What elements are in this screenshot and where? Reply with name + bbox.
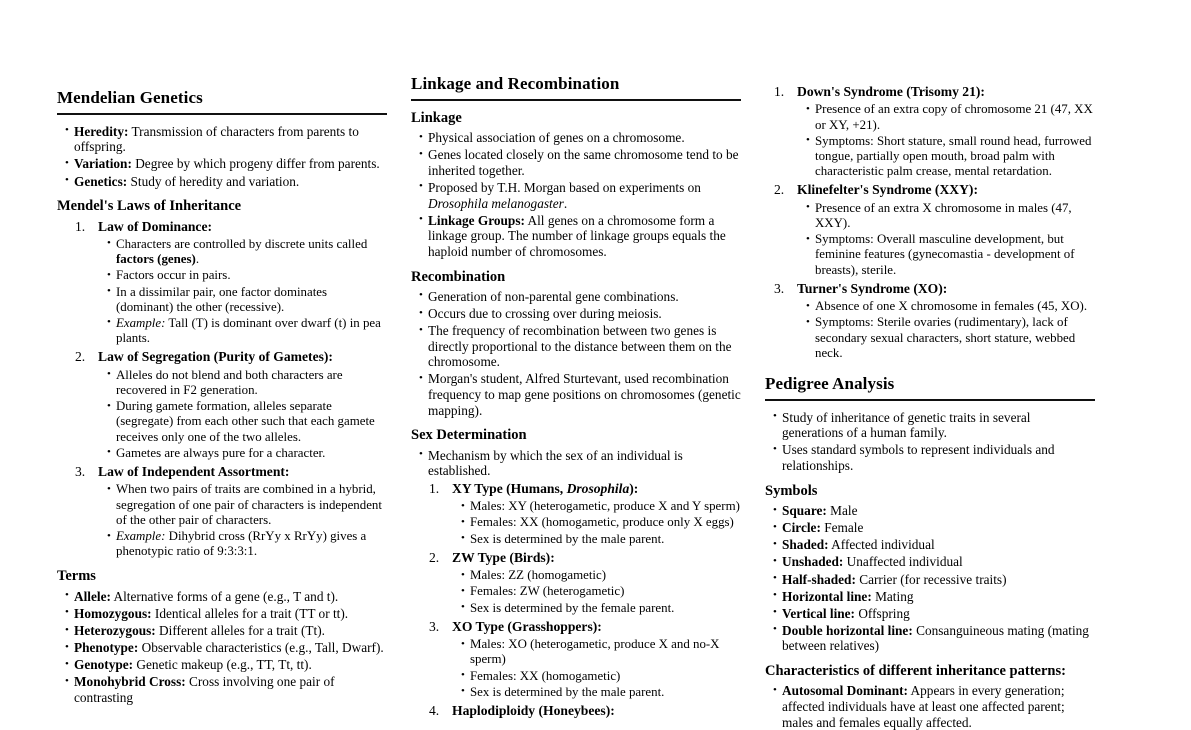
sub-bullet-list [452, 637, 741, 700]
term-definition: Alternative forms of a gene (e.g., T and t). [110, 588, 339, 604]
list-item [773, 623, 1095, 654]
list-item: • Alleles do not blend and both characters are recovered in F2 generation. [107, 368, 387, 398]
list-item [773, 606, 1095, 622]
term-label: Shaded: [782, 537, 829, 553]
term-definition: Male [826, 503, 858, 519]
list-item: • When two pairs of traits are combined in a hybrid, segregation of one pair of characters is independent of the other pair of characters. [107, 482, 387, 528]
list-item [65, 640, 387, 656]
numbered-item-heading: XY Type (Humans, Drosophila): [452, 480, 639, 496]
list-item [65, 623, 387, 639]
term-label: Genetics: [74, 173, 128, 189]
term-definition: Carrier (for recessive traits) [855, 571, 1007, 587]
list-item: • Males: XY (heterogametic, produce X and Y sperm) [461, 499, 741, 514]
list-item: • Example: Dihybrid cross (RrYy x RrYy) gives a phenotypic ratio of 9:3:3:1. [107, 529, 387, 559]
numbered-list-item [75, 349, 387, 461]
term-definition: Degree by which progeny differ from parents. [131, 156, 380, 172]
term-label: Square: [782, 503, 827, 519]
heading-recombination: Recombination [411, 268, 506, 285]
list-item: • Generation of non-parental gene combinations. [419, 289, 741, 305]
term-definition: Observable characteristics (e.g., Tall, Dwarf). [138, 640, 384, 656]
list-item [773, 520, 1095, 536]
term-label: Double horizontal line: [782, 622, 913, 638]
heading-symbols: Symbols [765, 482, 818, 499]
term-label: Heredity: [74, 123, 129, 139]
list-item [773, 572, 1095, 588]
sex-types-list [411, 481, 741, 719]
list-item [65, 156, 387, 172]
sub-bullet-list [797, 299, 1095, 361]
numbered-item-heading: Haplodiploidy (Honeybees): [452, 703, 615, 718]
term-definition: Appears in every generation; affected individuals have at least one affected parent; males and females equally affected. [782, 683, 1065, 730]
column-syndromes-pedigree [753, 0, 1107, 730]
list-number [75, 349, 85, 365]
mendels-laws-list [57, 219, 387, 560]
list-item: • Females: ZW (heterogametic) [461, 584, 741, 599]
term-label: Circle: [782, 520, 821, 536]
numbered-item-heading: Turner's Syndrome (XO): [797, 280, 948, 296]
list-item [773, 554, 1095, 570]
sub-bullet-list [98, 482, 387, 559]
numbered-list-item [75, 464, 387, 559]
term-definition: Affected individual [828, 537, 935, 553]
list-item: • In a dissimilar pair, one factor dominates (dominant) the other (recessive). [107, 285, 387, 315]
list-item: • Females: XX (homogametic, produce only X eggs) [461, 515, 741, 530]
term-label: Vertical line: [782, 605, 855, 621]
list-item: • Genes located closely on the same chromosome tend to be inherited together. [419, 147, 741, 178]
list-item [65, 589, 387, 605]
sub-bullet-list [452, 568, 741, 616]
list-item [773, 537, 1095, 553]
list-item: • The frequency of recombination between two genes is directly proportional to the distance between them on the chromosome. [419, 323, 741, 370]
list-item: • Males: ZZ (homogametic) [461, 568, 741, 583]
numbered-list-item [75, 219, 387, 347]
term-definition: Study of heredity and variation. [127, 173, 300, 189]
numbered-item-heading: Down's Syndrome (Trisomy 21): [797, 84, 985, 99]
term-definition: Mating [871, 588, 914, 604]
page-title-linkage-recombination: Linkage and Recombination [411, 74, 620, 93]
list-item: • Symptoms: Sterile ovaries (rudimentary), lack of secondary sexual characters, short stature, webbed neck. [806, 315, 1095, 361]
list-item: • Males: XO (heterogametic, produce X and no-X sperm) [461, 637, 741, 667]
list-number [429, 550, 439, 566]
numbered-list-item [774, 281, 1095, 361]
list-item: • Linkage Groups: All genes on a chromosome form a linkage group. The number of linkage groups equals the haploid number of chromosomes. [419, 213, 741, 260]
characteristics-list [765, 683, 1095, 730]
pedigree-list [765, 410, 1095, 474]
term-label: Autosomal Dominant: [782, 683, 908, 699]
numbered-list-item [774, 84, 1095, 179]
numbered-list-item [774, 182, 1095, 277]
syndromes-list [765, 84, 1095, 361]
sub-bullet-list [98, 237, 387, 347]
list-item: • Absence of one X chromosome in females (45, XO). [806, 299, 1095, 314]
symbols-list [765, 503, 1095, 654]
list-item: • Morgan's student, Alfred Sturtevant, used recombination frequency to map gene positions on chromosomes (genetic mapping). [419, 371, 741, 418]
list-number [429, 703, 439, 719]
heading-terms: Terms [57, 568, 96, 585]
term-label: Variation: [74, 156, 132, 172]
term-label: Unshaded: [782, 554, 844, 570]
column-mendelian-genetics [45, 0, 399, 705]
list-item: • Symptoms: Overall masculine development, but feminine features (gynecomastia - development of breasts), sterile. [806, 232, 1095, 278]
list-item: • Occurs due to crossing over during meiosis. [419, 306, 741, 322]
list-item: • Females: XX (homogametic) [461, 669, 741, 684]
term-label: Half-shaded: [782, 571, 856, 587]
heading-characteristics: Characteristics of different inheritance patterns: [765, 663, 1066, 680]
heading-sex-determination: Sex Determination [411, 427, 527, 444]
list-number [75, 219, 85, 235]
term-label: Allele: [74, 588, 111, 604]
term-definition: Unaffected individual [843, 554, 963, 570]
title-rule [765, 399, 1095, 401]
list-number [75, 464, 85, 480]
list-item [65, 674, 387, 705]
numbered-item-heading: XO Type (Grasshoppers): [452, 618, 602, 634]
page-title-pedigree-analysis: Pedigree Analysis [765, 374, 895, 393]
sub-bullet-list [797, 102, 1095, 179]
intro-terms-list [57, 124, 387, 189]
list-item: • Gametes are always pure for a character. [107, 446, 387, 461]
list-item: • Sex is determined by the female parent. [461, 601, 741, 616]
term-label: Genotype: [74, 657, 134, 673]
list-item: • Sex is determined by the male parent. [461, 685, 741, 700]
list-item [773, 683, 1095, 730]
heading-linkage: Linkage [411, 109, 462, 126]
term-definition: Consanguineous mating (mating between relatives) [782, 622, 1089, 654]
term-label: Heterozygous: [74, 623, 156, 639]
term-definition: Different alleles for a trait (Tt). [155, 623, 325, 639]
numbered-item-heading: Law of Dominance: [98, 218, 213, 234]
list-item: • During gamete formation, alleles separate (segregate) from each other such that each gamete receives only one of the two alleles. [107, 399, 387, 445]
term-definition: Genetic makeup (e.g., TT, Tt, tt). [133, 657, 312, 673]
list-item: • Characters are controlled by discrete units called factors (genes). [107, 237, 387, 267]
list-item [65, 174, 387, 190]
sub-bullet-list [452, 499, 741, 547]
numbered-list-item [429, 703, 741, 719]
term-label: Monohybrid Cross: [74, 674, 186, 690]
numbered-list-item [429, 619, 741, 700]
list-number [774, 281, 784, 297]
term-label: Homozygous: [74, 605, 152, 621]
list-item: • Mechanism by which the sex of an individual is established. [419, 448, 741, 479]
list-number [429, 481, 439, 497]
recombination-list [411, 289, 741, 418]
term-definition: Transmission of characters from parents to offspring. [74, 123, 359, 155]
numbered-list-item [429, 550, 741, 616]
list-item: • Example: Tall (T) is dominant over dwarf (t) in pea plants. [107, 316, 387, 346]
column-linkage-recombination [399, 0, 753, 718]
title-rule [411, 99, 741, 101]
list-item: • Uses standard symbols to represent individuals and relationships. [773, 442, 1095, 473]
numbered-item-heading: ZW Type (Birds): [452, 549, 555, 565]
sub-bullet-list [98, 368, 387, 461]
term-label: Horizontal line: [782, 588, 872, 604]
term-definition: Identical alleles for a trait (TT or tt). [151, 605, 349, 621]
title-rule [57, 113, 387, 115]
list-item: • Presence of an extra X chromosome in males (47, XXY). [806, 201, 1095, 231]
terms-list [57, 589, 387, 706]
heading-mendels-laws: Mendel's Laws of Inheritance [57, 198, 242, 215]
list-item [65, 657, 387, 673]
list-item: • Sex is determined by the male parent. [461, 532, 741, 547]
numbered-list-item [429, 481, 741, 547]
list-item: • Physical association of genes on a chromosome. [419, 130, 741, 146]
list-item: • Symptoms: Short stature, small round head, furrowed tongue, partially open mouth, broad palm with characteristic palm crease, mental retardation. [806, 134, 1095, 180]
list-item [65, 124, 387, 155]
list-item [773, 503, 1095, 519]
numbered-item-heading: Klinefelter's Syndrome (XXY): [797, 182, 978, 198]
list-number [774, 182, 784, 198]
list-number [774, 84, 784, 100]
list-item [773, 589, 1095, 605]
term-definition: Cross involving one pair of contrasting [74, 674, 335, 705]
term-definition: Female [820, 520, 864, 536]
term-definition: Offspring [855, 605, 910, 621]
numbered-item-heading: Law of Independent Assortment: [98, 464, 290, 480]
list-item: • Proposed by T.H. Morgan based on experiments on Drosophila melanogaster. [419, 180, 741, 211]
linkage-list [411, 130, 741, 259]
list-item: • Presence of an extra copy of chromosome 21 (47, XX or XY, +21). [806, 102, 1095, 132]
page-title-mendelian-genetics: Mendelian Genetics [57, 88, 203, 107]
list-item: • Study of inheritance of genetic traits in several generations of a human family. [773, 410, 1095, 441]
sex-determination-list [411, 448, 741, 479]
list-item: • Factors occur in pairs. [107, 268, 387, 283]
numbered-item-heading: Law of Segregation (Purity of Gametes): [98, 349, 333, 365]
list-item [65, 606, 387, 622]
sub-bullet-list [797, 201, 1095, 278]
list-number [429, 619, 439, 635]
term-label: Phenotype: [74, 640, 139, 656]
